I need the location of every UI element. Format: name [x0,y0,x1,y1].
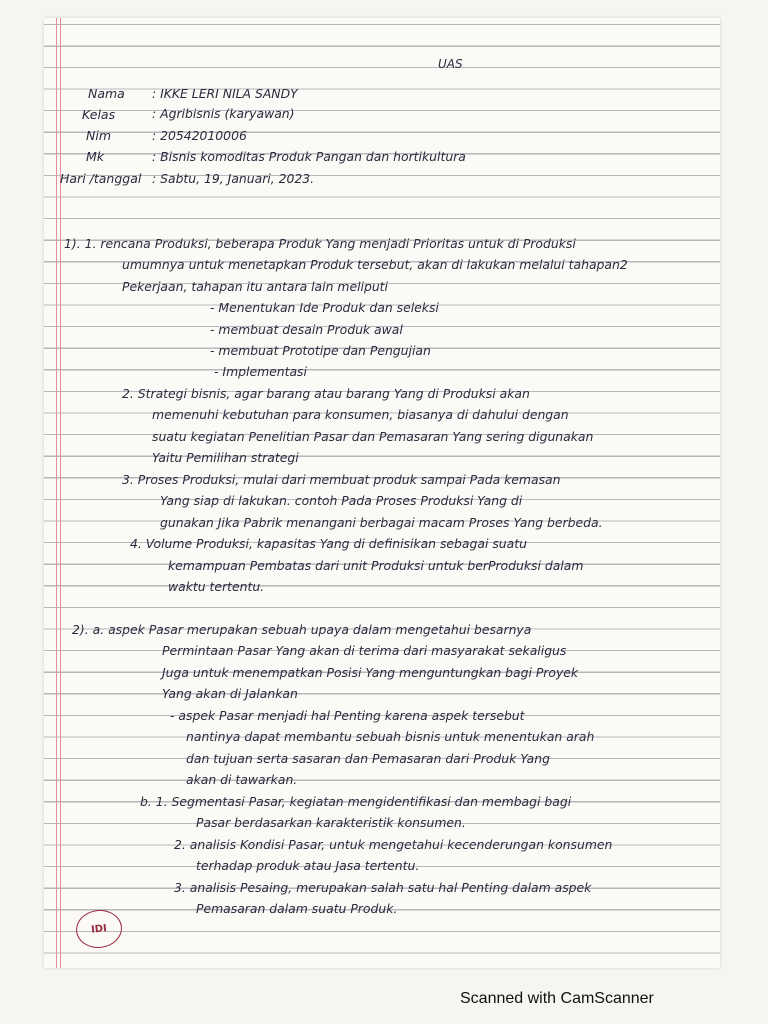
scanner-watermark: Scanned with CamScanner [460,990,654,1007]
identity-value: : Sabtu, 19, Januari, 2023. [152,171,315,186]
answer-line: waktu tertentu. [168,579,265,594]
answer-line: Juga untuk menempatkan Posisi Yang menguntungkan bagi Proyek [162,665,579,680]
answer-line: 3. Proses Produksi, mulai dari membuat produk sampai Pada kemasan [122,472,561,487]
identity-label: Mk [86,149,105,164]
margin-line-left [56,18,57,968]
identity-value: : IKKE LERI NILA SANDY [152,86,298,101]
answer-line: gunakan Jika Pabrik menangani berbagai macam Proses Yang berbeda. [160,515,603,530]
answer-line: Pasar berdasarkan karakteristik konsumen. [196,815,466,830]
answer-line: memenuhi kebutuhan para konsumen, biasanya di dahului dengan [152,407,569,422]
answer-line: 2. analisis Kondisi Pasar, untuk mengetahui kecenderungan konsumen [174,837,613,852]
answer-line: Pekerjaan, tahapan itu antara lain meliputi [122,279,388,294]
identity-value: : Bisnis komoditas Produk Pangan dan hortikultura [152,149,466,164]
answer-line: Pemasaran dalam suatu Produk. [196,901,398,916]
answer-line: 3. analisis Pesaing, merupakan salah satu hal Penting dalam aspek [174,880,592,895]
answer-line: umumnya untuk menetapkan Produk tersebut, akan di lakukan melalui tahapan2 [122,257,628,272]
answer-line: dan tujuan serta sasaran dan Pemasaran dari Produk Yang [186,751,550,766]
margin-line-left-inner [60,18,61,968]
answer-line: Permintaan Pasar Yang akan di terima dari masyarakat sekaligus [162,643,567,658]
answer-line: 2. Strategi bisnis, agar barang atau barang Yang di Produksi akan [122,386,530,401]
identity-value: : 20542010006 [152,128,247,143]
identity-label: Nama [88,86,125,101]
exam-title: UAS [438,57,463,71]
answer-line: Yaitu Pemilihan strategi [152,450,299,465]
answer-line: 4. Volume Produksi, kapasitas Yang di definisikan sebagai suatu [130,536,527,551]
identity-value: : Agribisnis (karyawan) [152,106,295,121]
answer-line: 2). a. aspek Pasar merupakan sebuah upaya dalam mengetahui besarnya [72,622,532,637]
answer-line: - membuat Prototipe dan Pengujian [210,343,431,358]
paper-brand-stamp: IDI [74,908,124,951]
answer-line: 1). 1. rencana Produksi, beberapa Produk Yang menjadi Prioritas untuk di Produksi [64,236,576,251]
answer-line: - aspek Pasar menjadi hal Penting karena aspek tersebut [170,708,525,723]
identity-label: Nim [86,128,111,143]
answer-line: akan di tawarkan. [186,772,298,787]
answer-line: - Implementasi [214,364,307,379]
identity-label: Hari /tanggal [60,171,142,186]
answer-line: b. 1. Segmentasi Pasar, kegiatan mengidentifikasi dan membagi bagi [140,794,572,809]
answer-line: terhadap produk atau Jasa tertentu. [196,858,420,873]
answer-line: Yang akan di Jalankan [162,686,298,701]
identity-label: Kelas [82,107,116,122]
answer-line: Yang siap di lakukan. contoh Pada Proses Produksi Yang di [160,493,523,508]
answer-line: - Menentukan Ide Produk dan seleksi [210,300,439,315]
answer-line: - membuat desain Produk awal [210,322,403,337]
answer-line: kemampuan Pembatas dari unit Produksi untuk berProduksi dalam [168,558,584,573]
answer-line: nantinya dapat membantu sebuah bisnis untuk menentukan arah [186,729,595,744]
answer-line: suatu kegiatan Penelitian Pasar dan Pemasaran Yang sering digunakan [152,429,594,444]
